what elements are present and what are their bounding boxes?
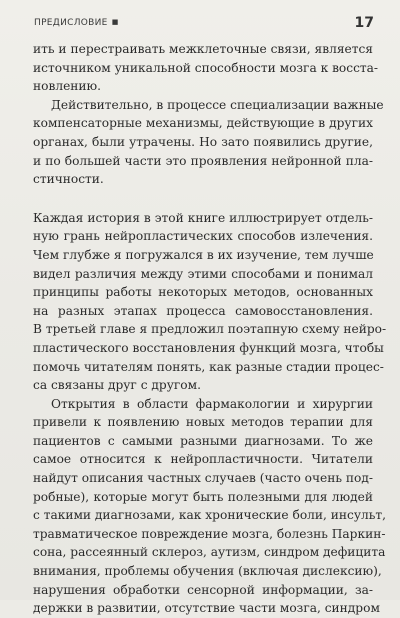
text-line: видел различия между этими способами и понимал bbox=[33, 266, 373, 281]
text-line: принципы работы некоторых методов, основанных bbox=[33, 285, 373, 300]
text-line: помочь читателям понять, как разные стадии процес- bbox=[33, 359, 384, 374]
text-line: самое относится к нейропластичности. Читатели bbox=[33, 452, 373, 467]
paragraph bbox=[33, 209, 387, 395]
text-line: новлению. bbox=[33, 79, 102, 94]
body-text bbox=[33, 40, 387, 618]
page-number: 17 bbox=[354, 15, 374, 31]
text-line: сона, рассеянный склероз, аутизм, синдром дефицита bbox=[33, 545, 386, 560]
text-line: на разных этапах процесса самовосстановления. bbox=[33, 303, 373, 318]
text-line: компенсаторные механизмы, действующие в других bbox=[33, 116, 373, 131]
running-head-text: ПРЕДИСЛОВИЕ bbox=[34, 18, 108, 28]
square-bullet-icon: ■ bbox=[111, 18, 119, 26]
text-line: держки в развитии, отсутствие части мозга, синдром bbox=[33, 601, 380, 616]
text-line: найдут описания частных случаев (часто очень под- bbox=[33, 471, 373, 486]
text-line: и по большей части это проявления нейронной пла- bbox=[33, 153, 373, 168]
text-line: с такими диагнозами, как хронические боли, инсульт, bbox=[33, 508, 387, 523]
text-line: органах, были утрачены. Но зато появились другие, bbox=[33, 134, 373, 149]
paragraph bbox=[33, 96, 384, 189]
page-header bbox=[34, 16, 374, 34]
text-line: источником уникальной способности мозга к восста- bbox=[33, 60, 379, 75]
text-line: са связаны друг с другом. bbox=[33, 378, 201, 393]
text-line: Чем глубже я погружался в их изучение, тем лучше bbox=[33, 247, 374, 262]
text-line: пластического восстановления функций мозга, чтобы bbox=[33, 340, 384, 355]
text-line: привели к появлению новых методов терапии для bbox=[33, 415, 373, 430]
text-line: Действительно, в процессе специализации важные bbox=[51, 97, 384, 112]
paragraph bbox=[33, 395, 387, 618]
text-line: внимания, проблемы обучения (включая дислексию), bbox=[33, 564, 382, 579]
text-line: пациентов с самыми разными диагнозами. То же bbox=[33, 433, 373, 448]
text-line: ить и перестраивать межклеточные связи, является bbox=[33, 42, 373, 56]
text-line: Открытия в области фармакологии и хирургии bbox=[51, 396, 373, 411]
text-line: Каждая история в этой книге иллюстрирует отдель- bbox=[33, 210, 373, 225]
paragraph-spacer bbox=[33, 189, 373, 209]
text-line: робные), которые могут быть полезными для людей bbox=[33, 489, 373, 504]
text-line: В третьей главе я предложил поэтапную схему нейро- bbox=[33, 322, 387, 337]
paragraph bbox=[33, 40, 379, 96]
text-line: стичности. bbox=[33, 172, 104, 187]
text-line: ную грань нейропластических способов излечения. bbox=[33, 229, 373, 244]
text-line: травматическое повреждение мозга, болезнь Паркин- bbox=[33, 526, 386, 541]
text-line: нарушения обработки сенсорной информации, за- bbox=[33, 582, 373, 597]
running-head bbox=[34, 18, 119, 28]
